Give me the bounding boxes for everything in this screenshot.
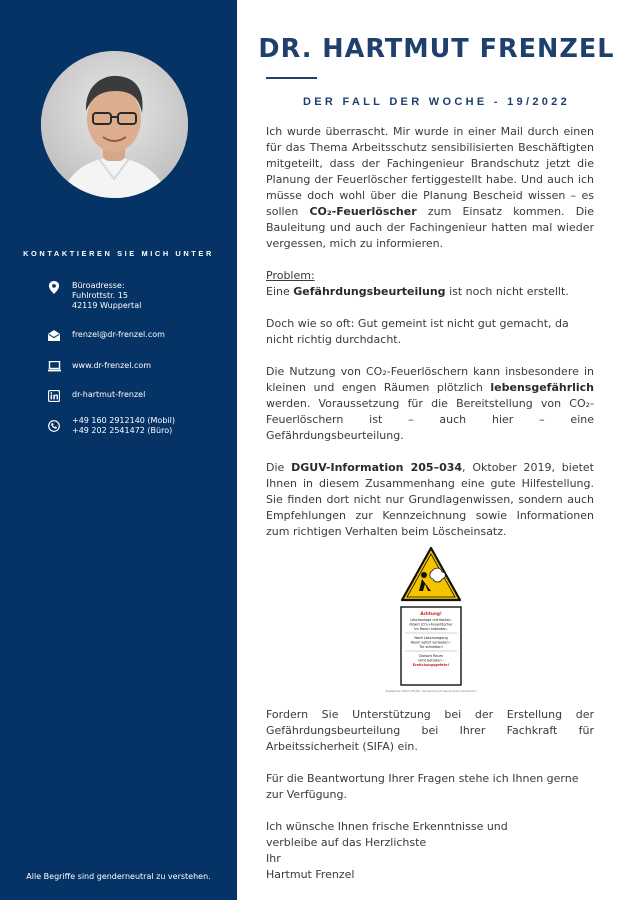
- linkedin-icon: [48, 390, 60, 402]
- portrait-photo: [41, 51, 188, 198]
- problem-label: Problem:: [266, 269, 315, 282]
- author-name: DR. HARTMUT FRENZEL: [258, 34, 615, 64]
- intro-text: Ich wurde überrascht. Mir wurde in einer Mail durch einen für das Thema Arbeitsschutz sensibilisierten Beschäftigten mitgeteilt, dass der Fachingenieur Brandschutz jetzt die Planung der Feuerlöscher fertiggestellt habe. Und auch ich müsse doch wohl über die Planung Bescheid wissen – es sollen: [266, 125, 594, 218]
- contact-heading: KONTAKTIEREN SIE MICH UNTER: [23, 249, 214, 258]
- address-line-2: Fuhlrottstr. 15: [72, 291, 128, 300]
- paragraph-6-text: Für die Beantwortung Ihrer Fragen stehe ich Ihnen gerne zur Verfügung.: [266, 772, 579, 801]
- case-of-week-title: DER FALL DER WOCHE - 19/2022: [302, 96, 570, 108]
- paragraph-2: [266, 316, 594, 348]
- problem-pre: Eine: [266, 285, 290, 298]
- co2-extinguisher-term: CO₂-Feuerlöscher: [309, 205, 417, 218]
- sign-caption: Zusatzzeichen DGUV-I 205-034 – Kennzeichnung für Räume mit CO₂-Feuerlöschern: [385, 690, 477, 693]
- paragraph-2-text: Doch wie so oft: Gut gemeint ist nicht gut gemacht, da nicht richtig durchdacht.: [266, 317, 569, 346]
- paragraph-3: [266, 364, 594, 444]
- phone-icon: [48, 420, 60, 432]
- signature-name: Hartmut Frenzel: [266, 868, 355, 881]
- address-line-3: 42119 Wuppertal: [72, 301, 142, 310]
- co2-warning-sign: [375, 545, 487, 695]
- paragraph-5: [266, 707, 594, 755]
- avatar: [41, 51, 188, 198]
- paragraph-3-post: werden. Voraussetzung für die Bereitstellung von CO₂-Feuerlöschern ist – auch hier – eine Gefährdungsbeurteilung.: [266, 397, 594, 442]
- website-link[interactable]: www.dr-frenzel.com: [72, 361, 152, 370]
- intro-end-text: zum Einsatz kommen. Die Bauleitung und auch der Fachingenieur hatten mal wieder vergessen, mich zu informieren.: [266, 205, 594, 250]
- phone-mobile[interactable]: +49 160 2912140 (Mobil): [72, 416, 175, 425]
- title-divider: [266, 77, 317, 79]
- sign-line-9: Erstickungsgefahr!: [412, 663, 450, 667]
- closing-line-1: Ich wünsche Ihnen frische Erkenntnisse und: [266, 820, 508, 833]
- paragraph-3-pre: Die Nutzung von CO₂-Feuerlöschern kann insbesondere in kleinen und engen Räumen plötzlich: [266, 365, 594, 394]
- sign-line-4: Nach Löschvorgang: [414, 636, 448, 640]
- sign-line-1: Löschanlage mit Kohlen-: [410, 618, 452, 622]
- sign-title: Achtung!: [420, 611, 442, 616]
- paragraph-5-text: Fordern Sie Unterstützung bei der Erstellung der Gefährdungsbeurteilung bei Ihrer Fachkraft für Arbeitssicherheit (SIFA) ein.: [266, 708, 594, 753]
- sidebar: [0, 0, 237, 900]
- sign-line-8: nicht betreten –: [417, 658, 445, 663]
- life-threatening-term: lebensgefährlich: [490, 381, 595, 394]
- paragraph-4-post: , Oktober 2019, bietet Ihnen in diesem Zusammenhang eine gute Hilfestellung. Sie finden dort nicht nur Grundlagenwissen, sondern auch Empfehlungen zur Kennzeichnung sowie Informationen zum richtigen Verhalten beim Löscheinsatz.: [266, 461, 594, 538]
- sign-line-7: Danach Raum: [419, 654, 443, 658]
- paragraph-6: [266, 771, 594, 803]
- problem-paragraph: [266, 268, 594, 300]
- paragraph-4: [266, 460, 594, 540]
- linkedin-link[interactable]: dr-hartmut-frenzel: [72, 390, 146, 399]
- address-line-1: Büroadresse:: [72, 281, 125, 290]
- mail-icon: [48, 330, 60, 342]
- closing-line-3: Ihr: [266, 852, 281, 865]
- sign-line-6: Tür schließen!: [419, 645, 443, 649]
- intro-paragraph: [266, 124, 594, 252]
- sign-line-2: dioxid (CO₂)-Feuerlöscher: [409, 622, 453, 627]
- paragraph-4-pre: Die: [266, 461, 285, 474]
- laptop-icon: [48, 361, 60, 373]
- phone-office[interactable]: +49 202 2541472 (Büro): [72, 426, 173, 435]
- email-link[interactable]: frenzel@dr-frenzel.com: [72, 330, 165, 339]
- closing: [266, 819, 594, 883]
- dguv-reference: DGUV-Information 205–034: [291, 461, 463, 474]
- gender-note: Alle Begriffe sind genderneutral zu verstehen.: [26, 872, 211, 881]
- risk-assessment-term: Gefährdungsbeurteilung: [293, 285, 446, 298]
- sign-line-3: im Raum anbinden.: [414, 627, 448, 631]
- closing-line-2: verbleibe auf das Herzlichste: [266, 836, 427, 849]
- location-pin-icon: [48, 281, 60, 293]
- sign-line-5: Raum sofort verlassen –: [410, 640, 452, 645]
- problem-post: ist noch nicht erstellt.: [449, 285, 569, 298]
- warning-triangle-icon: [402, 548, 460, 600]
